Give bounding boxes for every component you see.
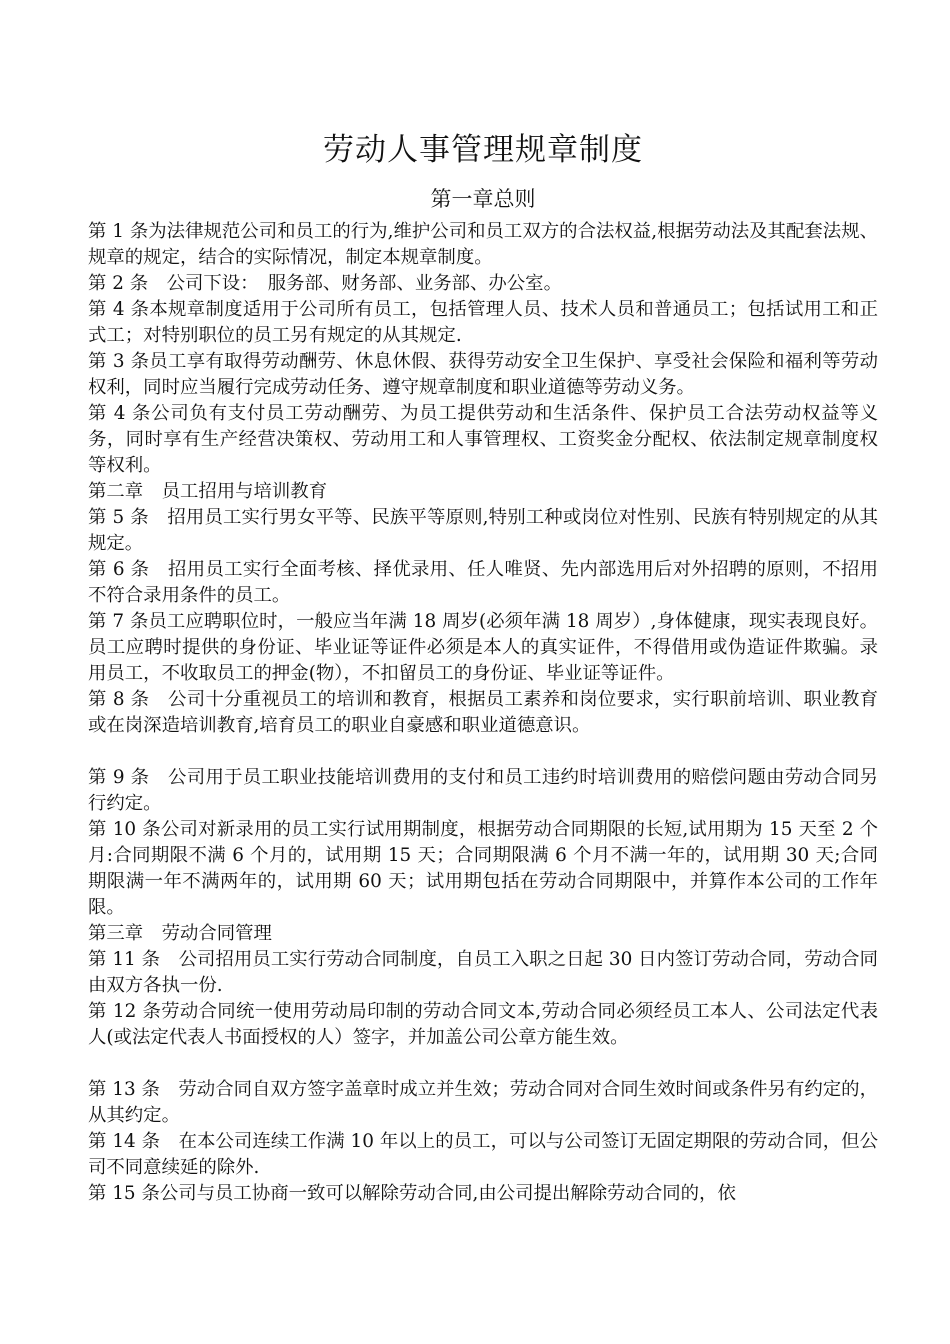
article-10: 第 10 条公司对新录用的员工实行试用期制度，根据劳动合同期限的长短,试用期为 15 天至 2 个月:合同期限不满 6 个月的，试用期 15 天；合同期限满 6 个月不满一年的，试用期 30 天;合同期限满一年不满两年的，试用期 60 天；试用期包括在劳动合同期限中，并算作本公司的工作年限。 [88, 819, 878, 918]
article-5: 第 5 条 招用员工实行男女平等、民族平等原则,特别工种或岗位对性别、民族有特别规定的从其规定。 [88, 507, 878, 554]
article-1: 第 1 条为法律规范公司和员工的行为,维护公司和员工双方的合法权益,根据劳动法及其配套法规、规章的规定，结合的实际情况，制定本规章制度。 [88, 221, 878, 268]
article-4-scope: 第 4 条本规章制度适用于公司所有员工，包括管理人员、技术人员和普通员工；包括试用工和正式工；对特别职位的员工另有规定的从其规定. [88, 299, 878, 346]
article-2: 第 2 条 公司下设： 服务部、财务部、业务部、办公室。 [88, 273, 562, 294]
document-page [88, 128, 878, 1207]
chapter-2-heading: 第二章 员工招用与培训教育 [88, 481, 328, 502]
chapter-3-heading: 第三章 劳动合同管理 [88, 923, 272, 944]
chapter-heading: 第一章总则 [430, 187, 536, 211]
article-11: 第 11 条 公司招用员工实行劳动合同制度，自员工入职之日起 30 日内签订劳动合同，劳动合同由双方各执一份. [88, 949, 878, 996]
article-7: 第 7 条员工应聘职位时，一般应当年满 18 周岁(必须年满 18 周岁）,身体健康，现实表现良好。员工应聘时提供的身份证、毕业证等证件必须是本人的真实证件，不得借用或伪造证件欺骗。录用员工，不收取员工的押金(物），不扣留员工的身份证、毕业证等证件。 [88, 611, 878, 684]
document-body [88, 219, 878, 1207]
article-8: 第 8 条 公司十分重视员工的培训和教育，根据员工素养和岗位要求，实行职前培训、职业教育或在岗深造培训教育,培育员工的职业自豪感和职业道德意识。 [88, 689, 878, 736]
article-9: 第 9 条 公司用于员工职业技能培训费用的支付和员工违约时培训费用的赔偿问题由劳动合同另行约定。 [88, 767, 878, 814]
article-3: 第 3 条员工享有取得劳动酬劳、休息休假、获得劳动安全卫生保护、享受社会保险和福利等劳动权利，同时应当履行完成劳动任务、遵守规章制度和职业道德等劳动义务。 [88, 351, 878, 398]
article-13: 第 13 条 劳动合同自双方签字盖章时成立并生效；劳动合同对合同生效时间或条件另有约定的，从其约定。 [88, 1079, 878, 1126]
document-title: 劳动人事管理规章制度 [323, 132, 643, 168]
article-12: 第 12 条劳动合同统一使用劳动局印制的劳动合同文本,劳动合同必须经员工本人、公司法定代表人(或法定代表人书面授权的人）签字，并加盖公司公章方能生效。 [88, 1001, 878, 1048]
article-6: 第 6 条 招用员工实行全面考核、择优录用、任人唯贤、先内部选用后对外招聘的原则，不招用不符合录用条件的员工。 [88, 559, 878, 606]
article-15: 第 15 条公司与员工协商一致可以解除劳动合同,由公司提出解除劳动合同的，依 [88, 1183, 736, 1204]
article-4-duties: 第 4 条公司负有支付员工劳动酬劳、为员工提供劳动和生活条件、保护员工合法劳动权益等义务，同时享有生产经营决策权、劳动用工和人事管理权、工资奖金分配权、依法制定规章制度权等权利。 [88, 403, 878, 476]
article-14: 第 14 条 在本公司连续工作满 10 年以上的员工，可以与公司签订无固定期限的劳动合同，但公司不同意续延的除外. [88, 1131, 878, 1178]
